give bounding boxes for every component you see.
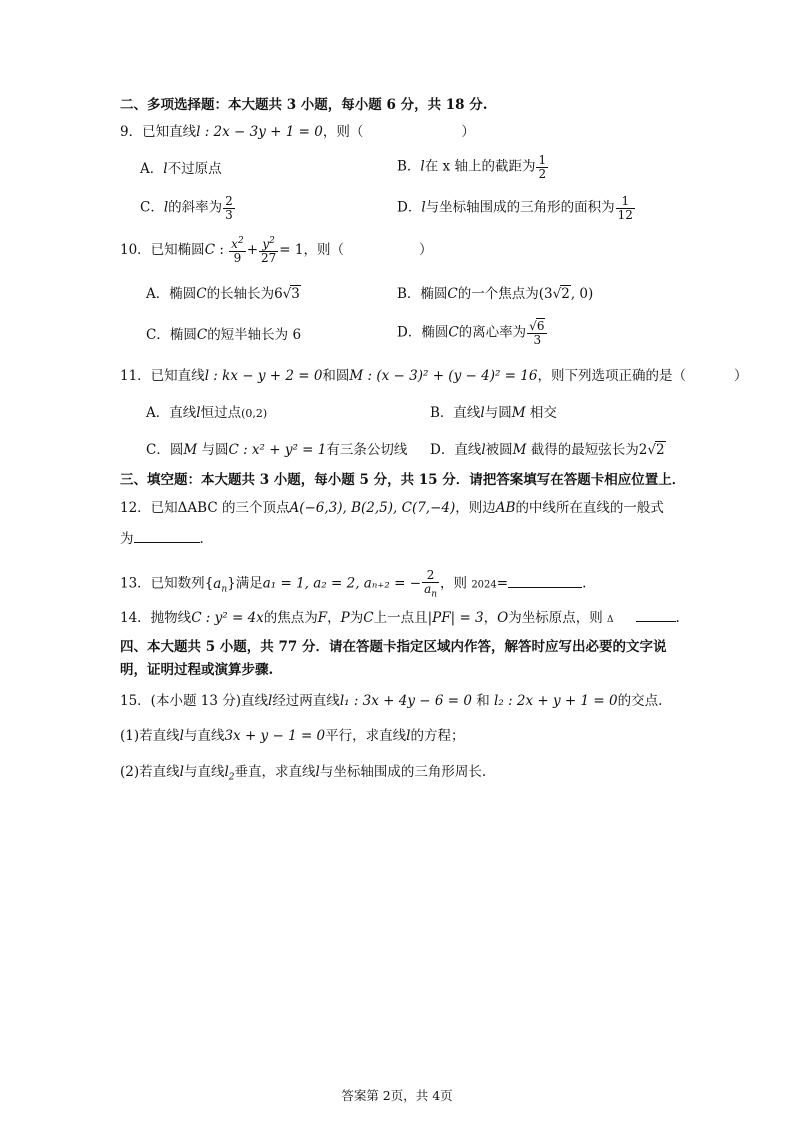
question-12-answer-line: 为 . (120, 531, 204, 547)
section-3-heading: 三、填空题：本大题共 3 小题，每小题 5 分，共 15 分．请把答案填写在答题卡相应位置上． (120, 472, 686, 488)
section-4-heading-line-2: 明，证明过程或演算步骤. (120, 662, 274, 678)
page-footer: 答案第 2页，共 4页 (341, 1088, 453, 1103)
question-15-part-2: (2)若直线l与直线$l_2$垂直，求直线l与坐标轴围成的三角形周长. (120, 764, 487, 783)
question-9-option-b: B．l在 x 轴上的截距为 $\frac{1}{2}$ (397, 153, 547, 181)
question-13-stem: 13．已知数列$\{a_n\}$满足a₁ = 1, a₂ = 2, aₙ₊₂ = − $\frac{2}{a_n}$ ，则 2024= . (120, 568, 587, 599)
question-11-option-d: D．直线l被圆M 截得的最短弦长为2√2 (430, 442, 665, 458)
question-11-stem: 11．已知直线l : kx − y + 2 = 0和圆M : (x − 3)² + (y − 4)² = 16，则下列选项正确的是（ ） (120, 368, 748, 384)
question-10-option-d: D．椭圆C的离心率为 $\frac{√6}{3}$ (397, 320, 548, 346)
question-9-option-d: D．l与坐标轴围成的三角形的面积为 $\frac{1}{12}$ (397, 194, 633, 222)
question-12-stem: 12．已知ΔABC 的三个顶点A(−6,3), B(2,5), C(7,−4)，则边AB的中线所在直线的一般式 (120, 500, 664, 516)
question-11-option-b: B．直线l与圆M 相交 (430, 405, 557, 421)
question-10-option-b: B．椭圆C的一个焦点为(3√2, 0) (397, 286, 594, 302)
question-15-stem: 15．(本小题 13 分)直线l经过两直线l₁ : 3x + 4y − 6 = 0 和 l₂ : 2x + y + 1 = 0的交点. (120, 693, 663, 709)
question-10-option-c: C．椭圆C的短半轴长为 6 (146, 327, 302, 343)
question-10-option-a: A．椭圆C的长轴长为6√3 (146, 286, 300, 302)
question-15-part-1: (1)若直线l与直线3x + y − 1 = 0平行，求直线l的方程； (120, 728, 465, 744)
question-9-option-a: A．l不过原点 (140, 161, 222, 177)
question-11-option-a: A．直线l恒过点(0,2) (146, 405, 268, 421)
question-9-option-c: C．l的斜率为 $\frac{2}{3}$ (140, 194, 233, 222)
question-14-answer-blank (636, 611, 676, 622)
question-9-stem: 9．已知直线l : 2x − 3y + 1 = 0，则（ ） (120, 124, 475, 140)
question-14-stem: 14．抛物线C : y² = 4x的焦点为F，P为C上一点且|PF| = 3，O为坐标原点，则 Δ . (120, 610, 680, 626)
section-2-heading: 二、多项选择题：本大题共 3 小题，每小题 6 分，共 18 分. (120, 97, 488, 113)
question-11-option-c: C．圆M 与圆C : x² + y² = 1有三条公切线 (146, 442, 408, 458)
question-13-answer-blank (508, 577, 582, 588)
question-10-stem: 10．已知椭圆C : $\frac{x^2}{9}$ + $\frac{y^2}{27}$ = 1，则（ ） (120, 236, 433, 265)
section-4-heading-line-1: 四、本大题共 5 小题，共 77 分．请在答题卡指定区域内作答，解答时应写出必要的文字说 (120, 639, 667, 655)
question-12-answer-blank (134, 532, 200, 543)
